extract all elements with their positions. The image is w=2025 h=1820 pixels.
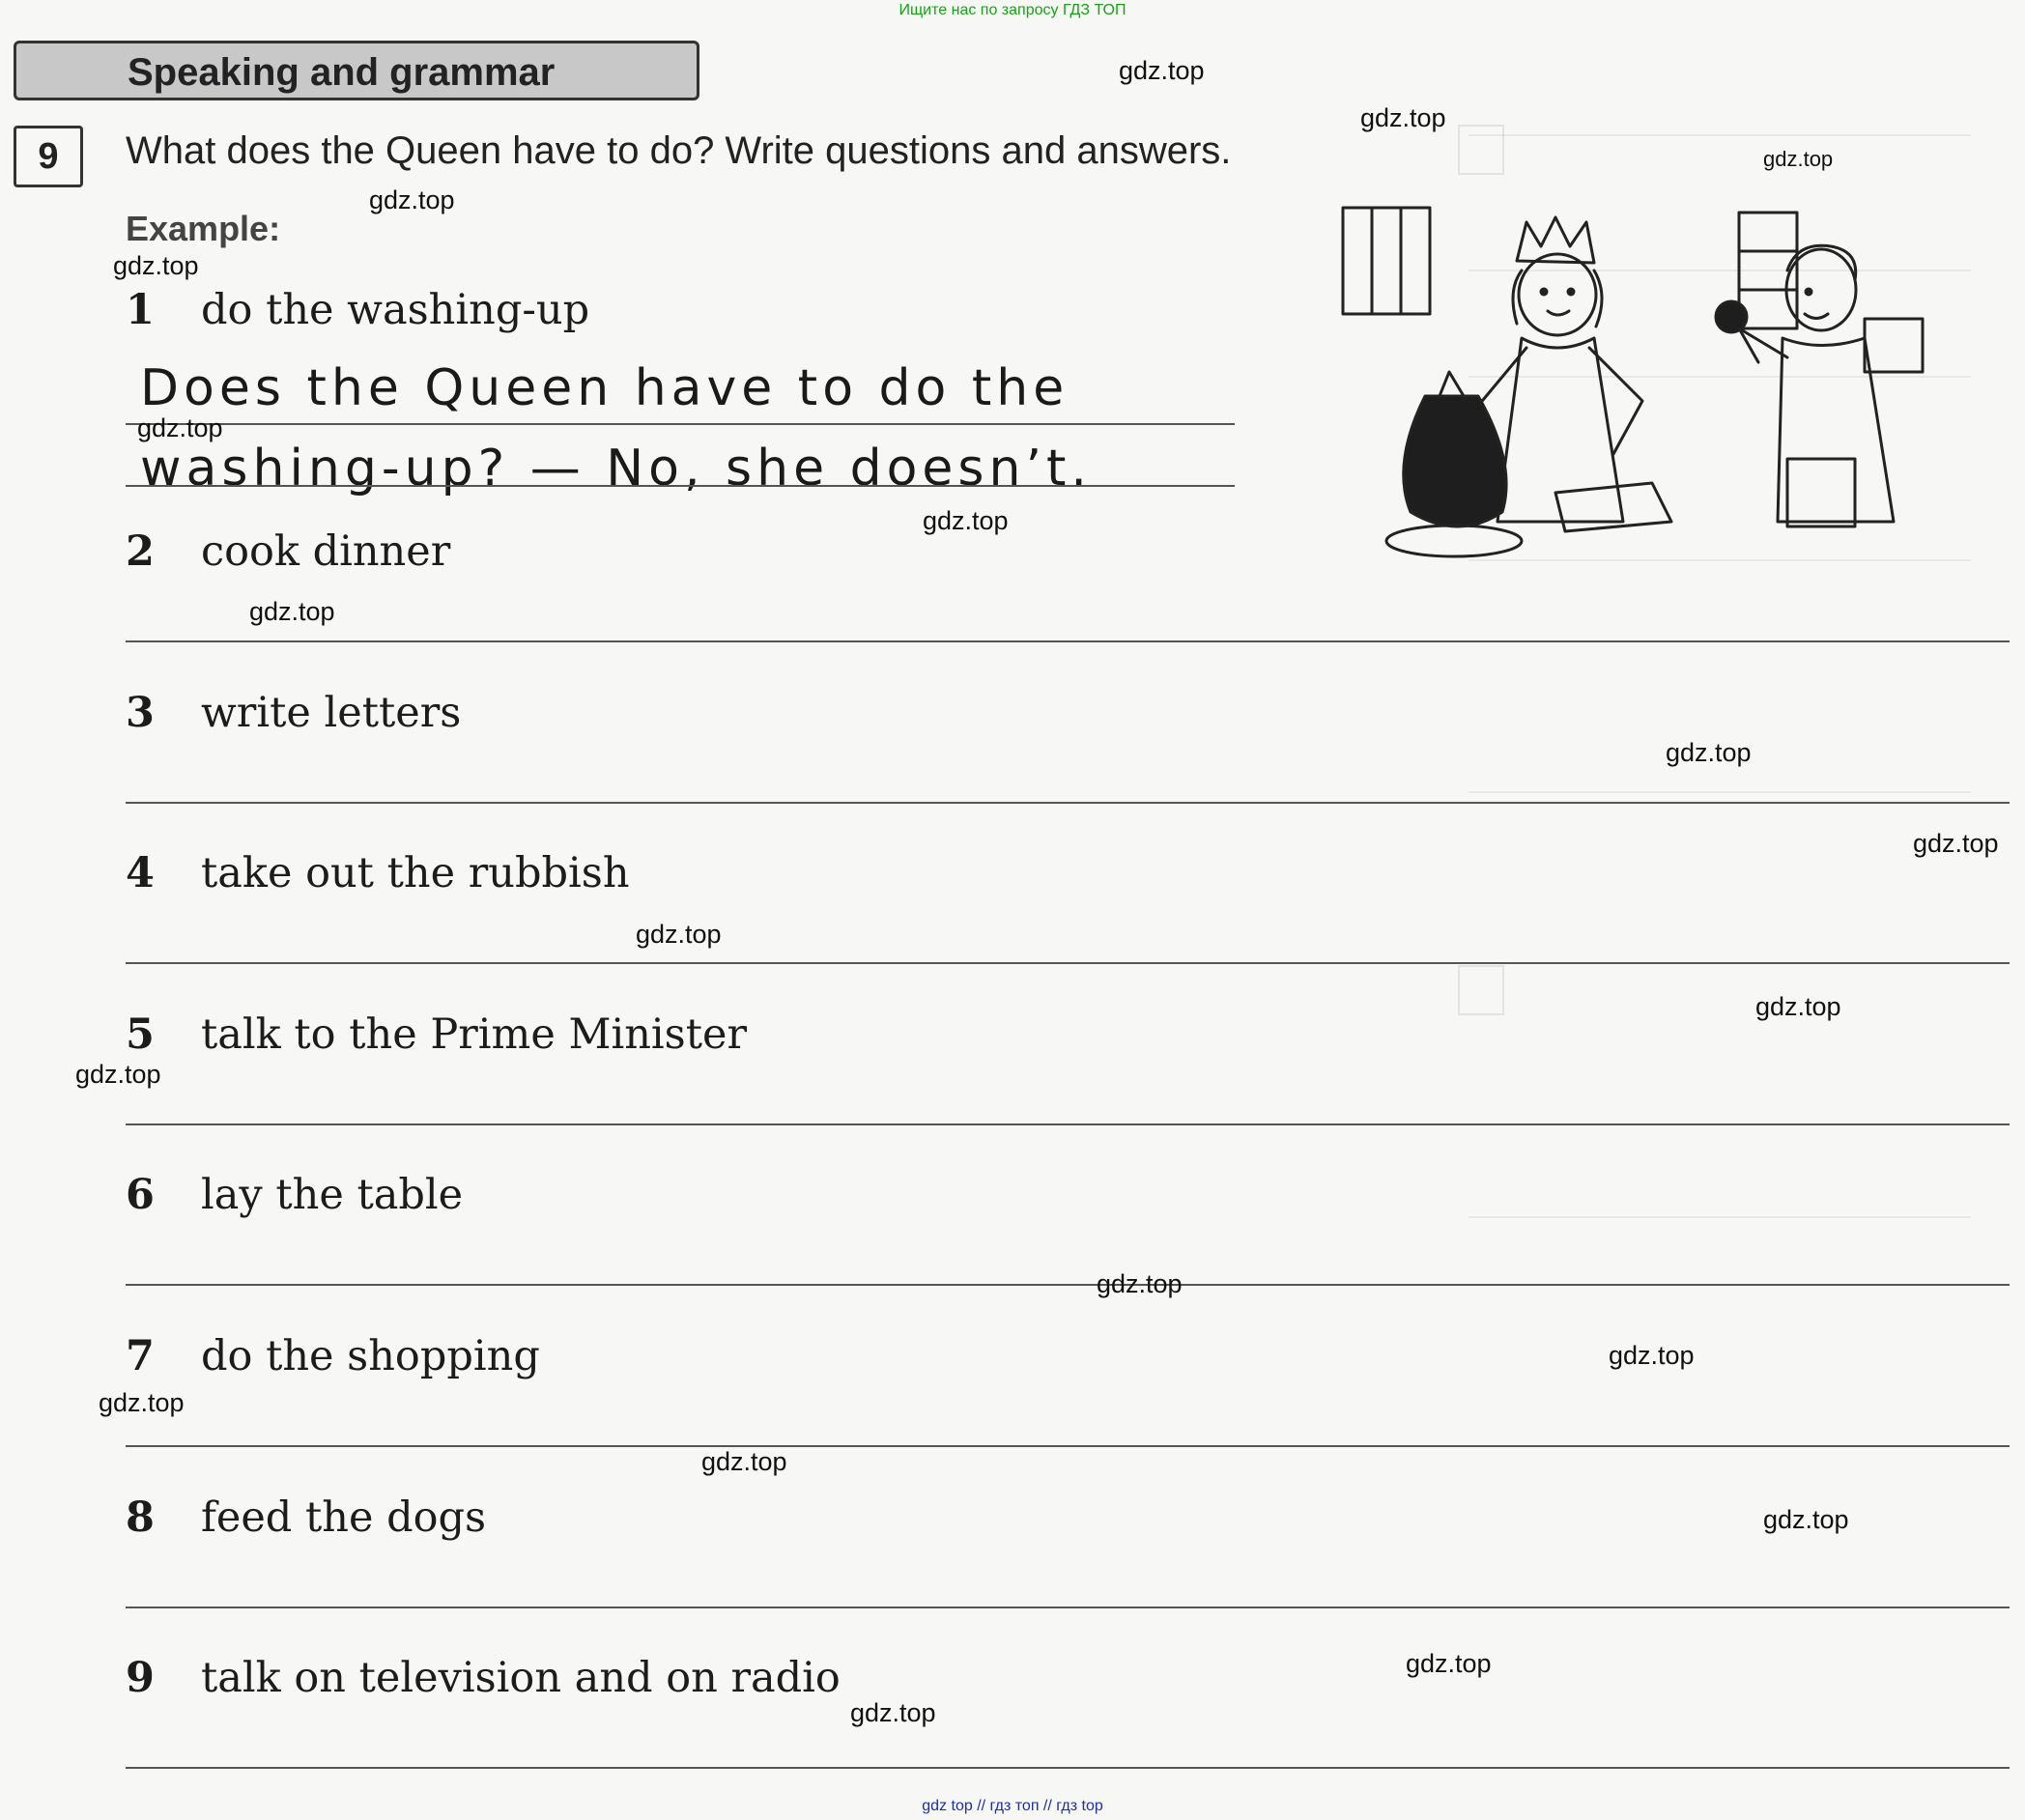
example-label: Example: [126, 209, 281, 248]
watermark[interactable]: gdz.top [1755, 992, 1841, 1021]
item-number: 8 [126, 1493, 155, 1542]
list-item-example [126, 286, 589, 334]
list-item [126, 1493, 486, 1542]
watermark[interactable]: gdz.top [850, 1698, 936, 1727]
answer-line [126, 423, 1235, 425]
watermark[interactable]: gdz.top [369, 185, 455, 214]
item-text: write letters [201, 689, 462, 737]
watermark[interactable]: gdz.top [1666, 738, 1752, 767]
watermark[interactable]: gdz.top [99, 1388, 185, 1417]
watermark[interactable]: gdz.top [137, 413, 223, 442]
answer-line[interactable] [126, 1767, 2010, 1769]
answer-line[interactable] [126, 1123, 2010, 1125]
item-text: lay the table [201, 1171, 464, 1219]
watermark[interactable]: gdz.top [636, 920, 722, 949]
watermark[interactable]: gdz.top [1097, 1269, 1183, 1298]
list-item [126, 1010, 747, 1059]
item-text: do the washing-up [201, 286, 590, 334]
bottom-banner[interactable]: gdz top // гдз топ // гдз top [922, 1798, 1103, 1814]
watermark[interactable]: gdz.top [249, 597, 335, 626]
list-item [126, 689, 461, 737]
top-banner[interactable]: Ищите нас по запросу ГДЗ ТОП [898, 2, 1127, 18]
answer-line[interactable] [126, 1445, 2010, 1447]
example-answer-line-2: washing-up? — No, she doesn’t. [140, 440, 1092, 498]
item-number: 9 [126, 1654, 155, 1702]
answer-line[interactable] [126, 640, 2010, 642]
list-item [126, 527, 450, 576]
item-text: do the shopping [201, 1332, 540, 1380]
watermark[interactable]: gdz.top [1763, 147, 1834, 171]
answer-line[interactable] [126, 1284, 2010, 1286]
watermark[interactable]: gdz.top [701, 1447, 787, 1476]
task-number: 9 [14, 126, 83, 187]
list-item [126, 1332, 540, 1380]
watermark[interactable]: gdz.top [113, 251, 199, 280]
item-number: 5 [126, 1010, 155, 1059]
item-number: 2 [126, 527, 155, 576]
answer-line[interactable] [126, 802, 2010, 804]
list-item [126, 849, 630, 897]
section-header [14, 41, 699, 100]
example-answer-line-1: Does the Queen have to do the [140, 359, 1070, 417]
item-number: 3 [126, 689, 155, 737]
item-text: talk on television and on radio [201, 1654, 841, 1702]
watermark[interactable]: gdz.top [1763, 1505, 1849, 1534]
queen-reporter-illustration [1333, 203, 1932, 570]
watermark[interactable]: gdz.top [1913, 829, 1999, 858]
item-number: 4 [126, 849, 155, 897]
answer-line[interactable] [126, 962, 2010, 964]
item-number: 7 [126, 1332, 155, 1380]
watermark[interactable]: gdz.top [923, 506, 1009, 535]
section-title: Speaking and grammar [128, 51, 556, 94]
item-text: talk to the Prime Minister [201, 1010, 748, 1059]
item-text: feed the dogs [201, 1493, 487, 1542]
answer-line[interactable] [126, 1607, 2010, 1608]
watermark[interactable]: gdz.top [75, 1060, 161, 1089]
list-item [126, 1654, 841, 1702]
watermark[interactable]: gdz.top [1119, 56, 1205, 85]
item-number: 1 [126, 286, 155, 334]
item-text: take out the rubbish [201, 849, 630, 897]
answer-line [126, 485, 1235, 487]
item-text: cook dinner [201, 527, 451, 576]
list-item [126, 1171, 463, 1219]
item-number: 6 [126, 1171, 155, 1219]
watermark[interactable]: gdz.top [1609, 1341, 1695, 1370]
watermark[interactable]: gdz.top [1360, 103, 1446, 132]
task-instruction: What does the Queen have to do? Write questions and answers. [126, 129, 1232, 172]
watermark[interactable]: gdz.top [1406, 1649, 1492, 1678]
